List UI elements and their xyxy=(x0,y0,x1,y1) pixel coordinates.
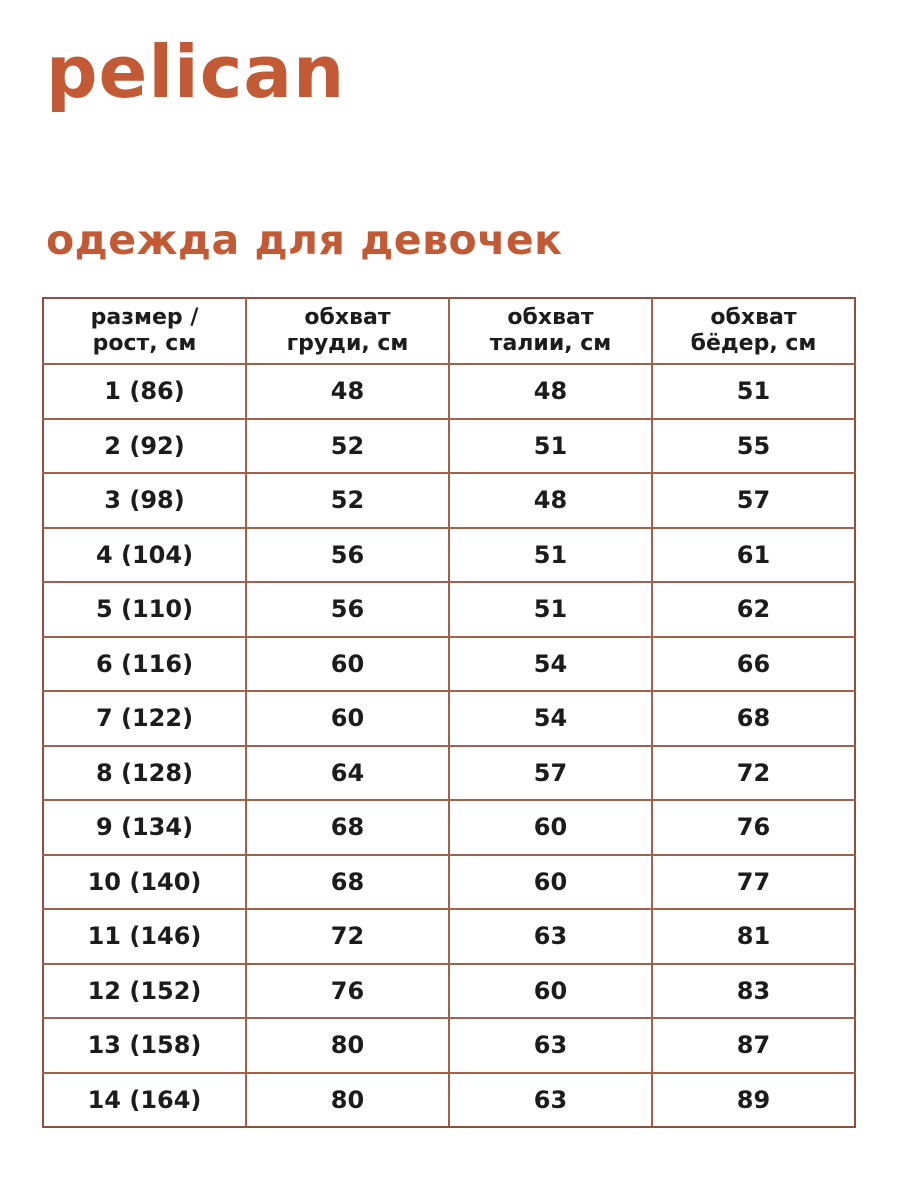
cell-hips: 51 xyxy=(652,364,855,419)
cell-size: 8 (128) xyxy=(43,746,246,801)
cell-size: 10 (140) xyxy=(43,855,246,910)
table-row xyxy=(43,473,855,528)
cell-hips: 66 xyxy=(652,637,855,692)
header-line: обхват xyxy=(507,304,594,330)
table-row xyxy=(43,746,855,801)
cell-hips: 76 xyxy=(652,800,855,855)
cell-chest: 68 xyxy=(246,800,449,855)
header-line: груди, см xyxy=(286,331,409,356)
cell-chest: 80 xyxy=(246,1073,449,1128)
brand-logo: pelican xyxy=(46,30,346,114)
cell-waist: 54 xyxy=(449,691,652,746)
cell-waist: 48 xyxy=(449,364,652,419)
cell-chest: 76 xyxy=(246,964,449,1019)
cell-hips: 72 xyxy=(652,746,855,801)
cell-chest: 60 xyxy=(246,691,449,746)
table-row xyxy=(43,691,855,746)
cell-chest: 56 xyxy=(246,528,449,583)
table-row xyxy=(43,1073,855,1128)
cell-waist: 60 xyxy=(449,800,652,855)
cell-size: 4 (104) xyxy=(43,528,246,583)
header-line: талии, см xyxy=(489,331,612,356)
cell-waist: 48 xyxy=(449,473,652,528)
cell-size: 11 (146) xyxy=(43,909,246,964)
cell-size: 2 (92) xyxy=(43,419,246,474)
header-line: обхват xyxy=(304,304,391,330)
header-line: размер / xyxy=(90,304,199,330)
table-row xyxy=(43,364,855,419)
cell-waist: 51 xyxy=(449,582,652,637)
cell-size: 1 (86) xyxy=(43,364,246,419)
table-row xyxy=(43,800,855,855)
table-row xyxy=(43,855,855,910)
cell-waist: 51 xyxy=(449,419,652,474)
cell-waist: 60 xyxy=(449,855,652,910)
header-row xyxy=(43,298,855,364)
cell-hips: 83 xyxy=(652,964,855,1019)
cell-waist: 63 xyxy=(449,909,652,964)
header-line: бёдер, см xyxy=(690,331,817,356)
col-header-waist xyxy=(449,298,652,364)
table-row xyxy=(43,419,855,474)
header-line: обхват xyxy=(710,304,797,330)
size-table-body xyxy=(43,364,855,1127)
cell-size: 14 (164) xyxy=(43,1073,246,1128)
cell-size: 12 (152) xyxy=(43,964,246,1019)
cell-chest: 60 xyxy=(246,637,449,692)
cell-hips: 57 xyxy=(652,473,855,528)
table-row xyxy=(43,1018,855,1073)
cell-hips: 89 xyxy=(652,1073,855,1128)
page-title: одежда для девочек xyxy=(46,216,563,264)
cell-waist: 60 xyxy=(449,964,652,1019)
cell-waist: 63 xyxy=(449,1018,652,1073)
table-row xyxy=(43,637,855,692)
cell-hips: 81 xyxy=(652,909,855,964)
col-header-hips xyxy=(652,298,855,364)
cell-chest: 48 xyxy=(246,364,449,419)
cell-waist: 57 xyxy=(449,746,652,801)
cell-hips: 77 xyxy=(652,855,855,910)
cell-size: 5 (110) xyxy=(43,582,246,637)
col-header-chest xyxy=(246,298,449,364)
cell-hips: 68 xyxy=(652,691,855,746)
cell-chest: 68 xyxy=(246,855,449,910)
cell-waist: 51 xyxy=(449,528,652,583)
cell-waist: 63 xyxy=(449,1073,652,1128)
cell-hips: 62 xyxy=(652,582,855,637)
cell-hips: 87 xyxy=(652,1018,855,1073)
cell-size: 6 (116) xyxy=(43,637,246,692)
cell-waist: 54 xyxy=(449,637,652,692)
cell-chest: 72 xyxy=(246,909,449,964)
cell-size: 9 (134) xyxy=(43,800,246,855)
cell-chest: 52 xyxy=(246,419,449,474)
table-row xyxy=(43,964,855,1019)
table-row xyxy=(43,582,855,637)
size-table-header xyxy=(43,298,855,364)
cell-size: 13 (158) xyxy=(43,1018,246,1073)
col-header-size xyxy=(43,298,246,364)
cell-chest: 80 xyxy=(246,1018,449,1073)
cell-chest: 64 xyxy=(246,746,449,801)
cell-hips: 55 xyxy=(652,419,855,474)
table-row xyxy=(43,909,855,964)
header-line: рост, см xyxy=(92,331,197,356)
table-row xyxy=(43,528,855,583)
cell-chest: 52 xyxy=(246,473,449,528)
cell-size: 7 (122) xyxy=(43,691,246,746)
cell-size: 3 (98) xyxy=(43,473,246,528)
cell-chest: 56 xyxy=(246,582,449,637)
cell-hips: 61 xyxy=(652,528,855,583)
size-table xyxy=(42,297,856,1128)
